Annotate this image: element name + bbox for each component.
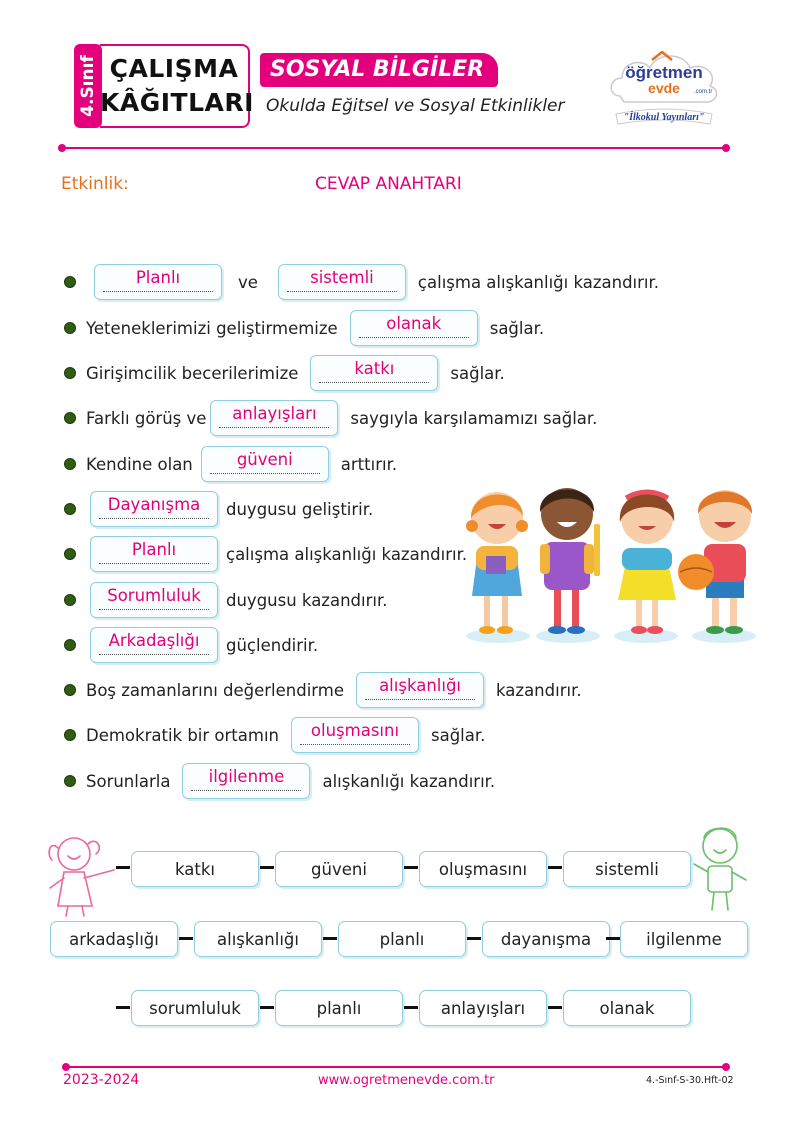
word-chip[interactable]: sistemli <box>563 851 691 887</box>
word-chip[interactable]: güveni <box>275 851 403 887</box>
answer-blank[interactable] <box>310 355 438 391</box>
sentence-text: Demokratik bir ortamın <box>86 725 279 745</box>
sentence-text: sağlar. <box>489 318 545 338</box>
child-2 <box>540 488 600 634</box>
connector-dash <box>179 937 193 940</box>
bullet <box>64 412 76 424</box>
child-1 <box>466 492 528 634</box>
word-chip[interactable]: anlayışları <box>419 990 547 1026</box>
answer-blank[interactable] <box>356 672 484 708</box>
word-chip[interactable]: katkı <box>131 851 259 887</box>
children-illustration <box>456 478 766 644</box>
bullet <box>64 548 76 560</box>
sentence-text: alışkanlığı kazandırır. <box>322 771 496 791</box>
sentence-text: duygusu kazandırır. <box>226 590 388 610</box>
publisher-logo <box>606 44 722 128</box>
answer-text: oluşmasını <box>310 721 400 740</box>
sentence-row <box>64 310 544 346</box>
footer-code: 4.-Sınf-S-30.Hft-02 <box>646 1075 734 1086</box>
logo-brand: öğretmen <box>625 63 703 82</box>
answer-text: ilgilenme <box>208 767 285 786</box>
header-divider <box>62 147 726 149</box>
answer-blank[interactable] <box>350 310 478 346</box>
sentence-text: Farklı görüş ve <box>86 408 207 428</box>
answer-blank[interactable] <box>94 264 222 300</box>
title-line-1: ÇALIŞMA <box>109 54 239 83</box>
word-chip[interactable]: sorumluluk <box>131 990 259 1026</box>
answer-blank[interactable] <box>90 627 218 663</box>
word-chip[interactable]: dayanışma <box>482 921 610 957</box>
sentence-text: çalışma alışkanlığı kazandırır. <box>417 272 660 292</box>
answer-text: olanak <box>386 314 442 333</box>
bullet <box>64 322 76 334</box>
sentence-text: kazandırır. <box>496 680 582 700</box>
answer-text: güveni <box>236 450 293 469</box>
sentence-row <box>64 355 505 391</box>
answer-blank[interactable] <box>210 400 338 436</box>
connector-dash <box>260 1006 274 1009</box>
sentence-text: güçlendirir. <box>226 635 319 655</box>
sentence-text: Sorunlarla <box>86 771 171 791</box>
sentence-row <box>64 264 659 300</box>
bullet <box>64 458 76 470</box>
sentence-row <box>64 582 387 618</box>
logo-domain: .com.tr <box>694 89 713 95</box>
bullet <box>64 684 76 696</box>
word-chip[interactable]: planlı <box>338 921 466 957</box>
logo-brand-2: evde <box>648 80 680 96</box>
answer-key-title: CEVAP ANAHTARI <box>315 174 462 194</box>
sentence-text: Kendine olan <box>86 454 193 474</box>
connector-dash <box>606 937 620 940</box>
sentence-text: sağlar. <box>450 363 505 383</box>
sentence-row <box>64 400 597 436</box>
sentence-text: çalışma alışkanlığı kazandırır. <box>226 544 468 564</box>
worksheet-title <box>100 44 254 128</box>
sentence-text: saygıyla karşılamamızı sağlar. <box>350 408 598 428</box>
answer-blank[interactable] <box>201 446 329 482</box>
sentence-text: sağlar. <box>431 725 486 745</box>
answer-text: Sorumluluk <box>107 586 201 605</box>
bullet <box>64 503 76 515</box>
word-chip[interactable]: alışkanlığı <box>194 921 322 957</box>
answer-blank[interactable] <box>90 491 218 527</box>
connector-dash <box>404 866 418 869</box>
answer-text: sistemli <box>310 268 374 287</box>
child-4 <box>678 490 752 634</box>
sentence-text: ve <box>238 272 258 292</box>
answer-text: anlayışları <box>232 404 317 423</box>
answer-text: Arkadaşlığı <box>108 631 200 650</box>
divider-dot <box>722 144 730 152</box>
bullet <box>64 367 76 379</box>
word-chip[interactable]: olanak <box>563 990 691 1026</box>
bullet <box>64 276 76 288</box>
girl-doodle <box>42 826 124 918</box>
connector-dash <box>116 866 130 869</box>
answer-text: katkı <box>354 359 395 378</box>
answer-blank[interactable] <box>278 264 406 300</box>
divider-dot <box>722 1063 730 1071</box>
sentence-text: Boş zamanlarını değerlendirme <box>86 680 345 700</box>
sentence-text: duygusu geliştirir. <box>226 499 374 519</box>
sentence-row <box>64 763 495 799</box>
connector-dash <box>404 1006 418 1009</box>
sentence-row <box>64 491 373 527</box>
divider-dot <box>62 1063 70 1071</box>
word-chip[interactable]: ilgilenme <box>620 921 748 957</box>
answer-text: Planlı <box>131 540 177 559</box>
connector-dash <box>467 937 481 940</box>
logo-tagline: "İlkokul Yayınları" <box>623 112 705 123</box>
word-chip[interactable]: planlı <box>275 990 403 1026</box>
boy-doodle <box>688 820 752 914</box>
subject-banner: SOSYAL BİLGİLER <box>260 53 498 87</box>
sentence-row <box>64 536 467 572</box>
connector-dash <box>116 1006 130 1009</box>
grade-tab <box>74 44 102 128</box>
bullet <box>64 639 76 651</box>
word-chip[interactable]: arkadaşlığı <box>50 921 178 957</box>
divider-dot <box>58 144 66 152</box>
title-line-2: KÂĞITLARI <box>100 88 254 117</box>
connector-dash <box>260 866 274 869</box>
sentence-row <box>64 672 582 708</box>
connector-dash <box>548 1006 562 1009</box>
sentence-row <box>64 717 485 753</box>
sentence-text: Yeteneklerimizi geliştirmemize <box>86 318 338 338</box>
answer-text: Planlı <box>135 268 181 287</box>
grade-label: 4.Sınıf <box>78 55 98 117</box>
bullet <box>64 729 76 741</box>
word-chip[interactable]: oluşmasını <box>419 851 547 887</box>
child-3 <box>618 492 676 634</box>
answer-blank[interactable] <box>291 717 419 753</box>
topic-subtitle: Okulda Eğitsel ve Sosyal Etkinlikler <box>266 96 565 116</box>
answer-blank[interactable] <box>90 536 218 572</box>
connector-dash <box>548 866 562 869</box>
answer-text: alışkanlığı <box>379 676 461 695</box>
sentence-text: arttırır. <box>340 454 398 474</box>
connector-dash <box>323 937 337 940</box>
footer-divider <box>66 1066 726 1068</box>
bullet <box>64 594 76 606</box>
sentence-text: Girişimcilik becerilerimize <box>86 363 299 383</box>
footer-url[interactable]: www.ogretmenevde.com.tr <box>318 1073 495 1088</box>
footer-year: 2023-2024 <box>63 1072 140 1088</box>
answer-blank[interactable] <box>182 763 310 799</box>
sentence-row <box>64 627 318 663</box>
activity-label: Etkinlik: <box>61 174 129 194</box>
answer-blank[interactable] <box>90 582 218 618</box>
answer-text: Dayanışma <box>107 495 201 514</box>
sentence-row <box>64 446 397 482</box>
bullet <box>64 775 76 787</box>
